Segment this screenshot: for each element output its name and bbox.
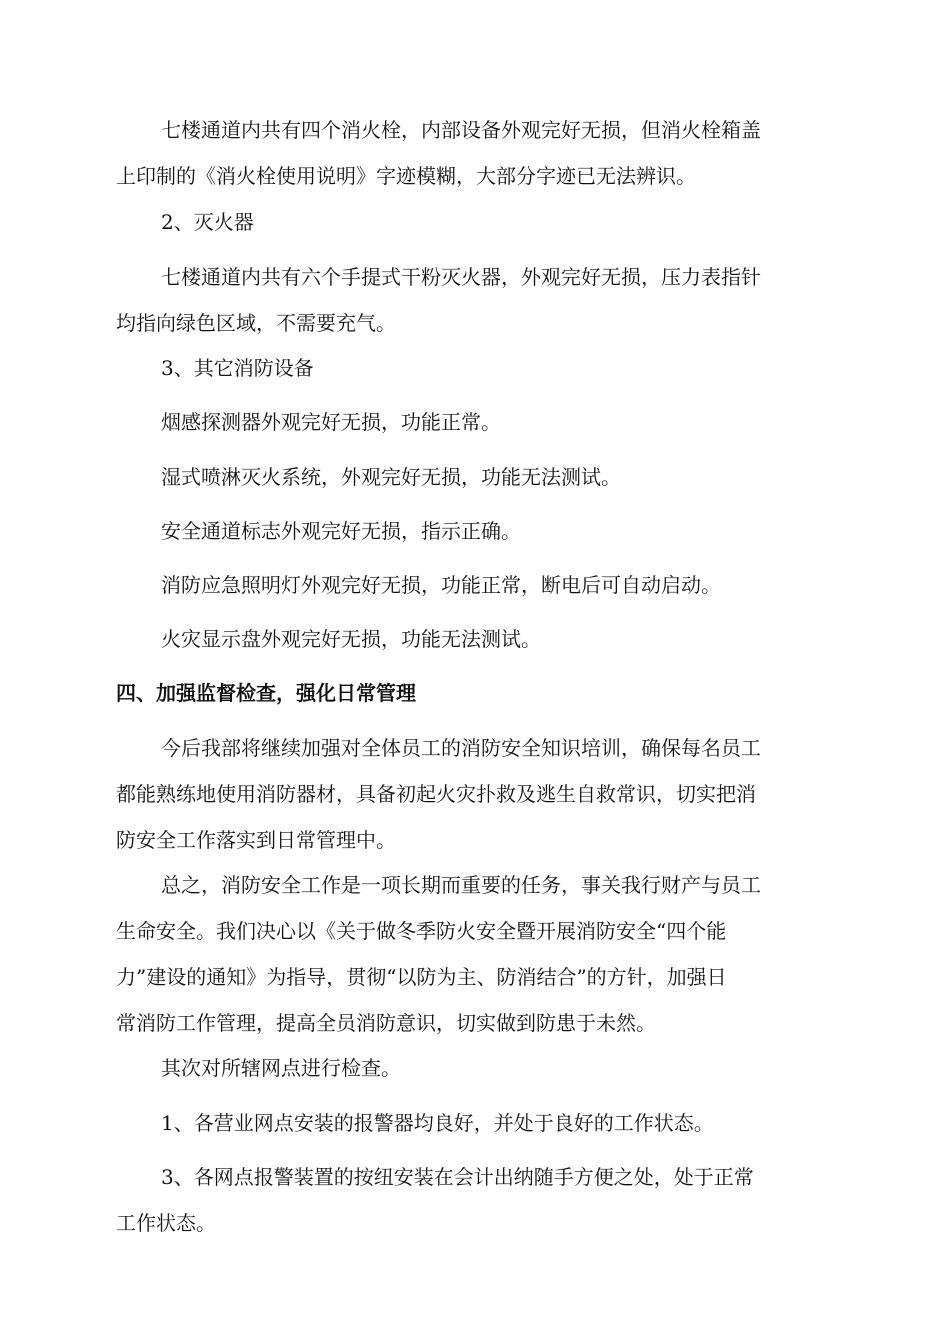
text-line: 3、各网点报警装置的按纽安装在会计出纳随手方便之处，处于正常 (161, 1165, 754, 1189)
text-line: 今后我部将继续加强对全体员工的消防安全知识培训，确保每名员工 (161, 736, 761, 760)
text-line: 七楼通道内共有六个手提式干粉灭火器，外观完好无损，压力表指针 (161, 265, 761, 289)
paragraph-hydrants (116, 107, 838, 199)
item-extinguisher-title (161, 199, 883, 245)
text-line: 2、灭火器 (161, 210, 254, 234)
paragraph-smoke-detector (161, 399, 883, 445)
paragraph-emergency-lights (161, 562, 883, 608)
paragraph-extinguishers (116, 254, 838, 346)
text-line: 湿式喷淋灭火系统，外观完好无损，功能无法测试。 (161, 465, 621, 489)
text-line: 3、其它消防设备 (161, 356, 314, 380)
paragraph-sprinkler (161, 454, 883, 500)
paragraph-training (116, 725, 838, 863)
text-line: 上印制的《消火栓使用说明》字迹模糊，大部分字迹已无法辨识。 (116, 164, 696, 188)
text-line: 七楼通道内共有四个消火栓，内部设备外观完好无损，但消火栓箱盖 (161, 118, 761, 142)
paragraph-exit-signs (161, 508, 883, 554)
text-line: 总之，消防安全工作是一项长期而重要的任务，事关我行财产与员工 (161, 873, 761, 897)
heading-text: 四、加强监督检查，强化日常管理 (116, 681, 416, 705)
paragraph-alarm-buttons (116, 1154, 838, 1246)
text-line: 烟感探测器外观完好无损，功能正常。 (161, 410, 501, 434)
text-line: 均指向绿色区域，不需要充气。 (116, 311, 396, 335)
item-other-equipment-title (161, 345, 883, 391)
paragraph-fire-panel (161, 616, 883, 662)
paragraph-summary (116, 862, 838, 1046)
paragraph-inspection-intro (161, 1045, 883, 1091)
text-line: 火灾显示盘外观完好无损，功能无法测试。 (161, 627, 541, 651)
text-line: 消防应急照明灯外观完好无损，功能正常，断电后可自动启动。 (161, 573, 721, 597)
text-line: 常消防工作管理，提高全员消防意识，切实做到防患于未然。 (116, 1011, 656, 1035)
text-line: 防安全工作落实到日常管理中。 (116, 828, 396, 852)
section-heading (116, 670, 838, 716)
text-line: 安全通道标志外观完好无损，指示正确。 (161, 519, 521, 543)
text-line: 其次对所辖网点进行检查。 (161, 1056, 401, 1080)
paragraph-alarm-status (161, 1100, 883, 1146)
text-line: 都能熟练地使用消防器材，具备初起火灾扑救及逃生自救常识，切实把消 (116, 782, 756, 806)
text-line: 生命安全。我们决心以《关于做冬季防火安全暨开展消防安全“四个能 (116, 919, 727, 943)
text-line: 1、各营业网点安装的报警器均良好，并处于良好的工作状态。 (161, 1111, 714, 1135)
text-line: 力”建设的通知》为指导，贯彻“以防为主、防消结合”的方针，加强日 (116, 965, 727, 989)
text-line: 工作状态。 (116, 1211, 216, 1235)
